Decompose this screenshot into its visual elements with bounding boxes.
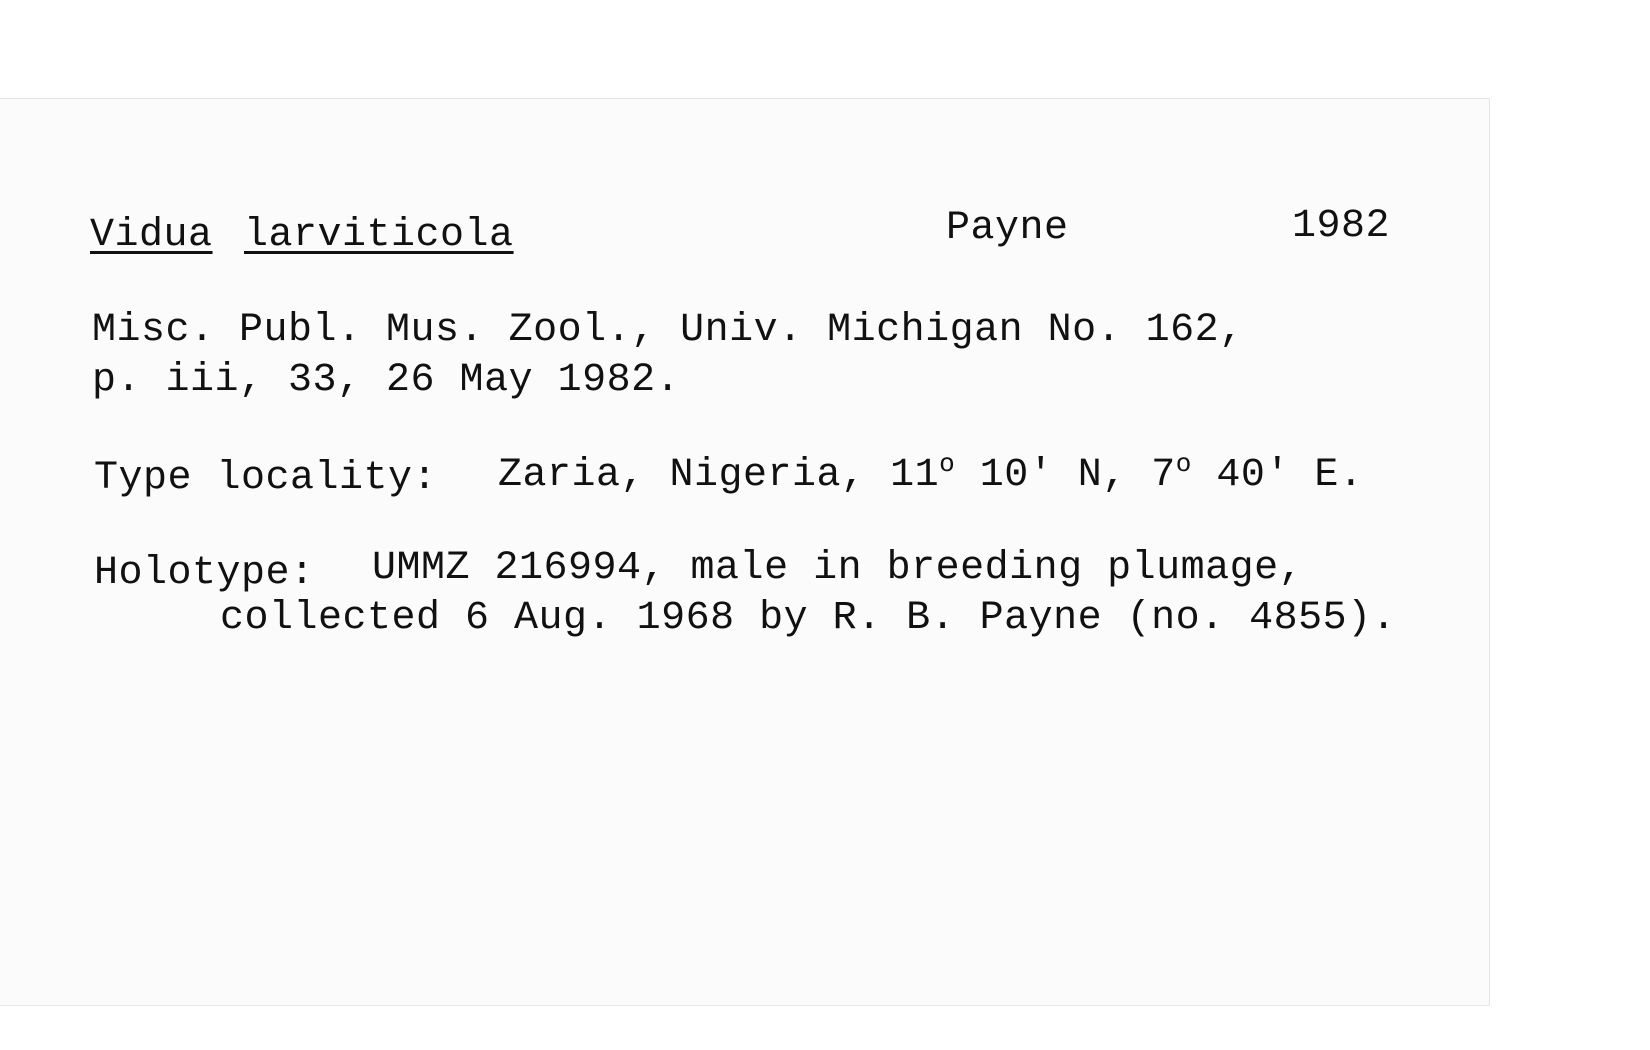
type-locality-value	[498, 449, 1364, 498]
citation-line-1: Misc. Publ. Mus. Zool., Univ. Michigan No. 162,	[92, 308, 1244, 353]
degree-symbol-lon: o	[1175, 449, 1192, 479]
index-card	[0, 98, 1490, 1006]
genus-name: Vidua	[90, 213, 213, 258]
holotype-line-1: UMMZ 216994, male in breeding plumage,	[372, 546, 1304, 591]
holotype-line-2: collected 6 Aug. 1968 by R. B. Payne (no. 4855).	[220, 596, 1397, 641]
type-locality-place: Zaria, Nigeria, 11	[498, 453, 940, 498]
degree-symbol-lat: o	[939, 449, 956, 479]
species-name: larviticola	[244, 213, 514, 258]
author-name: Payne	[946, 206, 1069, 251]
citation-line-2: p. iii, 33, 26 May 1982.	[92, 358, 681, 403]
holotype-label: Holotype:	[94, 551, 315, 596]
type-locality-lat-rest: 10' N, 7	[955, 453, 1176, 498]
type-locality-label: Type locality:	[94, 456, 438, 501]
year: 1982	[1292, 204, 1391, 249]
type-locality-lon-rest: 40' E.	[1191, 453, 1364, 498]
